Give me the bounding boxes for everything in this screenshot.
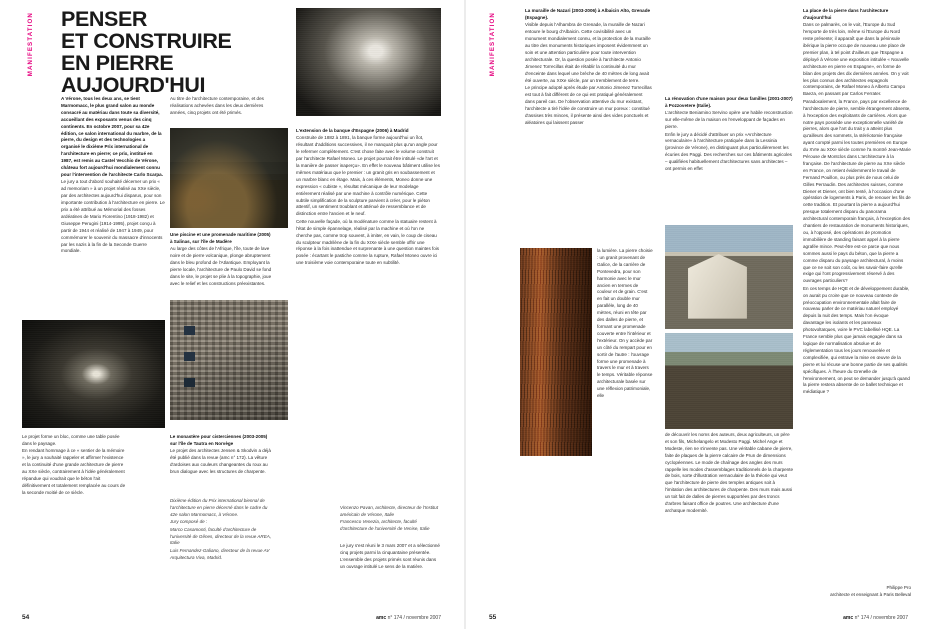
photo-grain-overlay	[520, 248, 592, 456]
section-paggi-continuation: de découvrir les noms des auteurs, deux agriculteurs, un père et son fils, Michelangelo et Modesto Paggi. Michel Ange et Modeste, rien ne s'invente pas. Une véritable cabane de pierre, faite de plaques de la pierre calcaire de Prun de dimensions cyclopéennes. Le mode de chaînage des angles des murs rappelle les modes d'assemblages traditionnels de la charpente de bois, sorte d'illustration vernaculaire de la théorie qui veut que l'architecture de pierre des temples antiques soit à l'imitation des architectures de charpente. Des murs mais aussi un toit fait de dalles de pierres supportées par des troncs d'arbres faisant office de poutres. Une architecture d'une archaïque modernité.	[665, 432, 794, 513]
section-banque-espagne	[296, 128, 441, 268]
photo-grain-overlay	[170, 128, 288, 228]
section-muraille-nazari	[525, 8, 653, 127]
photo-cliff-madeira	[170, 128, 288, 228]
folio-left-imprint	[376, 615, 441, 621]
section-title-salinas: Une piscine et une promenade maritime (2005) à Salinas, sur l'île de Madère	[170, 232, 271, 244]
jury-credits-right: Vincenzo Pavan, architecte, directeur de l'Institut américain de Vérone, Italie Francesco Venezia, architecte, faculté d'architecture de l'université de Venise, Italie	[340, 505, 439, 532]
page-title	[61, 8, 311, 97]
jury-credits-left: Dixième édition du Prix international biennal de l'architecture en pierre décerné dans le cadre du 42e salon Marmomacc, à Vérone. Jury composé de : Marco Casamonti, faculté d'architecture de l'université de Gênes, directeur de la revue AREA, Italie Luis Fernandez-Galiano, directeur de la revue AV Arquitectura Viva, Madrid.	[170, 498, 272, 560]
author-signature	[803, 585, 911, 599]
section-pozzovetere	[665, 96, 793, 173]
photo-bank-portrait	[296, 8, 441, 116]
issue-line-right: n° 174 / novembre 2007	[854, 615, 908, 621]
right-page	[465, 0, 930, 629]
section-body-pozzovetere: L'architecte Beniamino Servino opère une habile reconstruction sur elle-même de la maison en l'enveloppant de façades en pierre. Enfin le jury a décidé d'attribuer un prix «Architecture vernaculaire» à l'architecture pratiquée dans la Lessinia (province de Vérone), en distinguant plus particulièrement les écuries des Paggi. Des recherches sur ces bâtiments agricoles – qualifiées habituellement d'architectures sans architectes – ont permis en effet	[665, 110, 793, 172]
section-title-nazari: La muraille de Nazari (2003-2006) à Albaicin Alto, Grenade (Espagne).	[525, 8, 651, 20]
photo-grain-overlay	[170, 300, 288, 420]
rubric-label-right: MANIFESTATION	[489, 12, 496, 77]
section-body-nazari-runaround: la lumière. La pierre choisie : un granit provenant de Galice, de la carrière de Pontevedra, pour son harmonie avec le mur ancien en termes de couleur et de grain. C'est en fait un double mur parallèle, long de 40 mètres, réuni en tête par des dalles de pierre, et formant une promenade couverte entre l'intérieur et l'extérieur. On y accède par un côté du rempart pour en sortir de l'autre : l'ouvrage forme une promenade à travers le mur et à travers le temps. Véritable réponse architecturale basée sur une réflexion patrimoniale, elle	[597, 248, 653, 399]
section-title-pozzovetere: La rénovation d'une maison pour deux familles (2001-2007) à Pozzovetere (Italie).	[665, 96, 793, 108]
section-tautra	[170, 434, 274, 476]
page-number-right: 55	[489, 614, 497, 621]
folio-right-number	[489, 614, 496, 621]
author-role: architecte et enseignant à Paris Belleval	[830, 591, 911, 597]
section-body-salinas: Au large des côtes de l'Afrique, l'île, toute de lave noire et de pierre volcanique, plonge abruptement dans le bleu profond de l'Atlantique. Employant la pierre locale, l'architecture de Paulo David se fond dans le site, le projet se plie à la topographie, joue avec le relief et les constructions préexistantes.	[170, 246, 272, 286]
photo-grain-overlay	[22, 320, 165, 428]
folio-right-imprint	[843, 615, 908, 621]
essay-body: Dans ce palmarès, on le voit, l'Europe du Sud l'emporte de très loin, même si l'Europe du Nord reste présente; il apparaît que dans la péninsule ibérique la pierre occupe de nouveau une place de premier plan, à tel point d'ailleurs que l'Espagne a déployé à Vérone une exposition intitulée « Nouvelle architecture en pierre en Espagne», en forme de bilan des projets des dix dernières années. On y voit les plus connus des architectes espagnols contemporains, de Rafael Moneo à Alberto Campo Baeza, en passant par Carlos Ferrater. Paradoxalement, la France, pays par excellence de l'architecture de pierre, semble étrangement absente, à l'exception des exploitants de carrières. Alors que notre pays possède une exceptionnelle variété de pierres, alors que l'art du trait y a atteint plus qu'ailleurs des sommets, la stéréotomie française ayant compté parmi les toutes premières en Europe du XVIe au XIXe siècle comme l'a montré Jean-Marie Pérouse de Montclos dans L'architecture à la française. De l'architecture de pierre au XXe siècle en France, on retient évidemment le travail de Fernand Pouillon, ou plus près de nous celui de Gilles Perraudin. Des architectes suisses, comme Diener et Diener, ont bien tenté, à l'occasion d'une opération de logements à Paris, de renouer les fils de cette tradition. Et pourtant la pierre a aujourd'hui presque totalement disparu du panorama architectural contemporain français, à l'exception des chantiers de restauration de monuments historiques, ou, à l'opposé, des opérations de promotion immobilière de standing faisant appel à la pierre agrafée mince. Peut-être est-ce parce que nous sommes aussi le pays du béton, que la pierre a comme disparu du paysage architectural, à moins que ce ne soit son coût, ou les savoir-faire qu'elle exige qui l'ont progressivement réservé à des ouvrages particuliers? En ces temps de HQE et de développement durable, on aurait pu croire que ce nouveau contexte de préoccupation environnementale allait faire de nouveau parler de ce matériau naturel employé depuis la nuit des temps. Mais l'on évoque davantage les isolants et les panneaux photovoltaïques, voire le PVC labellisé HQE. La France semble plus que jamais engagée dans sa logique de normalisation absolue et de réglementation tous les jours renouvelée et complexifiée, qui entrave la mise en œuvre de la pierre et lui récuse une bonne partie de ses qualités spécifiques. À l'heure du Grenelle de l'environnement, on peut se demander jusqu'à quand la pierre restera absente de ce ballet technique et médiatique ?	[803, 22, 911, 395]
section-title-tautra: Le monastère pour cisterciennes (2003-2005) sur l'île de Tautra en Norvège	[170, 434, 268, 446]
magazine-name-right: amc	[843, 615, 854, 621]
folio-left	[22, 614, 29, 621]
photo-grain-overlay	[296, 8, 441, 116]
photo-grain-overlay	[665, 225, 793, 329]
photo-pool-salinas	[170, 300, 288, 420]
essay-column	[803, 8, 911, 397]
awards-intro-paragraph: Au titre de l'architecture contemporaine, et des réalisations achevées dans les deux dernières années, cinq projets ont été primés.	[170, 96, 264, 115]
page-gutter	[464, 0, 466, 629]
section-body-nazari: Visible depuis l'Alhambra de Grenade, la muraille de Nazari entoure le bourg d'Albaicin. Cette covisibilité avec un monument mondialement connu, et la protection de la muraille au titre des monuments historiques imposent évidemment un soin et une attention particulière pour toute intervention architecturale. Or, la question posée à l'architecte Antonio Jimenez Torrecillas était de rétablir la continuité du mur d'enceinte dans lequel une brèche de 40 mètres de long avait été ouverte, au XIXe siècle, par un tremblement de terre. Le principe adopté après étude par Antonio Jimenez Torrecillas est tout à fait différent de ce qui est pratiqué généralement dans pareil cas. De l'observation attentive du mur existant, l'architecte a tiré l'idée de construire un mur poreux : constitué d'assises très minces, il présente ainsi des vides ponctuels et aléatoires qui laissent passer	[525, 22, 652, 125]
headline-line-1: PENSER	[61, 7, 148, 31]
article-intro-column	[61, 96, 165, 256]
photo-grain-overlay	[665, 333, 793, 429]
headline-line-3: EN PIERRE	[61, 51, 174, 76]
photo-memorial-tunnel	[22, 320, 165, 428]
intro-lead-paragraph: A Vérone, tous les deux ans, se tient Marmomacc, le plus grand salon au monde consacré au matériau dans toute sa diversité, accueillant des exposants venus des cinq continents. En octobre 2007, pour sa 42e édition, ce salon international du marbre, de la pierre, du design et des technologies a organisé le dixième Prix international de l'architecture en pierre; ce prix, institué en 1987, est remis au Castel Vecchio de Vérone, château fort aujourd'hui mondialement connu pour l'intervention de l'architecte Carlo Scarpa.	[61, 96, 163, 177]
headline-line-4: AUJOURD'HUI	[61, 73, 206, 98]
section-body-tautra: Le projet des architectes Jensen & Skodvin a déjà été publié dans la revue (amc n° 172). La vêture d'ardoises aux couleurs changeantes du roux au brun dialogue avec les structures de charpente.	[170, 448, 271, 475]
photo-pozzovetere-house	[665, 225, 793, 329]
intro-body-paragraph: Le jury a tout d'abord souhaité décerner un prix « ad memoriam » à un projet réalisé au XXe siècle, par des architectes aujourd'hui disparus, pour son importante contribution à l'architecture en pierre. Le prix a été attribué au Mémorial des fosses ardéatines de Mario Fiorentino (1918-1982) et Giuseppe Perugini (1914-1995), projet conçu à partir de 1944 et réalisé de 1947 à 1949, pour commémorer le souvenir du massacre d'innocents par les nazis à la fin de la Seconde Guerre mondiale.	[61, 179, 165, 254]
section-body-banque: Construite de 1882 à 1891, la banque forme aujourd'hui un îlot, résultant d'additions successives, il ne manquait plus qu'un angle pour le refermer complètement. C'est chose faite avec le volume construit par l'architecte Rafael Moneo. Le projet pourrait être intitulé «de l'art et la manière de passer inaperçu». En effet le nouveau bâtiment utilise les mêmes matériaux que le premier : un granit gris en soubassement et un marbre blanc en étage. Mais, à ces éléments, Moneo donne une expression « cubiste », résultat mécanique de leur modelage entièrement réalisé par une machine à contrôle numérique. Cette subtile simplification de la sculpture parvient à créer, pour le piéton attentif, un sentiment troublant et atténué de ressemblance et de distinction entre l'ancien et le neuf. Cette nouvelle façade, où la modénature comme la statuaire restent à l'état de simple épannelage, réalisé par la machine et où l'on ne cherche pas, comme trop souvent, à imiter, en vain, le coup de ciseau du sculpteur madrilène de la fin du XIXe siècle semble offrir une réponse à la fois inattendue et surprenante à une question maintes fois posée : écartant le pastiche comme la rupture, Rafael Moneo ouvre ici une troisième voie contemporaine toute en subtilité.	[296, 135, 440, 266]
closing-paragraph: Le jury s'est réuni le 3 mars 2007 et a sélectionné cinq projets parmi la cinquantaine présentée. L'ensemble des projets primés sont réunis dans un ouvrage intitulé Le sens de la matière.	[340, 543, 440, 569]
awards-intro-column	[170, 96, 274, 117]
caption-memorial: Le projet forme un bloc, comme une table posée dans le paysage. En rendant hommage à ce « sentier de la mémoire », le jury a souhaité rappeler et affirmer l'existence et la continuité d'une grande architecture de pierre au XXe siècle, contrairement à l'idée généralement répandue qui voudrait que le béton l'ait définitivement et totalement remplacée au cours de la seconde moitié de ce siècle.	[22, 434, 126, 495]
essay-title: La place de la pierre dans l'architecture d'aujourd'hui	[803, 8, 889, 20]
rubric-label-left: MANIFESTATION	[27, 12, 34, 77]
issue-line-left: n° 174 / novembre 2007	[387, 615, 441, 621]
magazine-name-left: amc	[376, 615, 387, 621]
photo-paggi-stable	[665, 333, 793, 429]
headline-line-2: ET CONSTRUIRE	[61, 29, 232, 54]
author-name: Philippe Pro	[886, 585, 911, 590]
section-salinas	[170, 232, 274, 288]
section-title-banque: L'extension de la banque d'Espagne (2006) à Madrid	[296, 128, 409, 133]
photo-nazari-wall	[520, 248, 592, 456]
page-number-left: 54	[22, 614, 30, 621]
